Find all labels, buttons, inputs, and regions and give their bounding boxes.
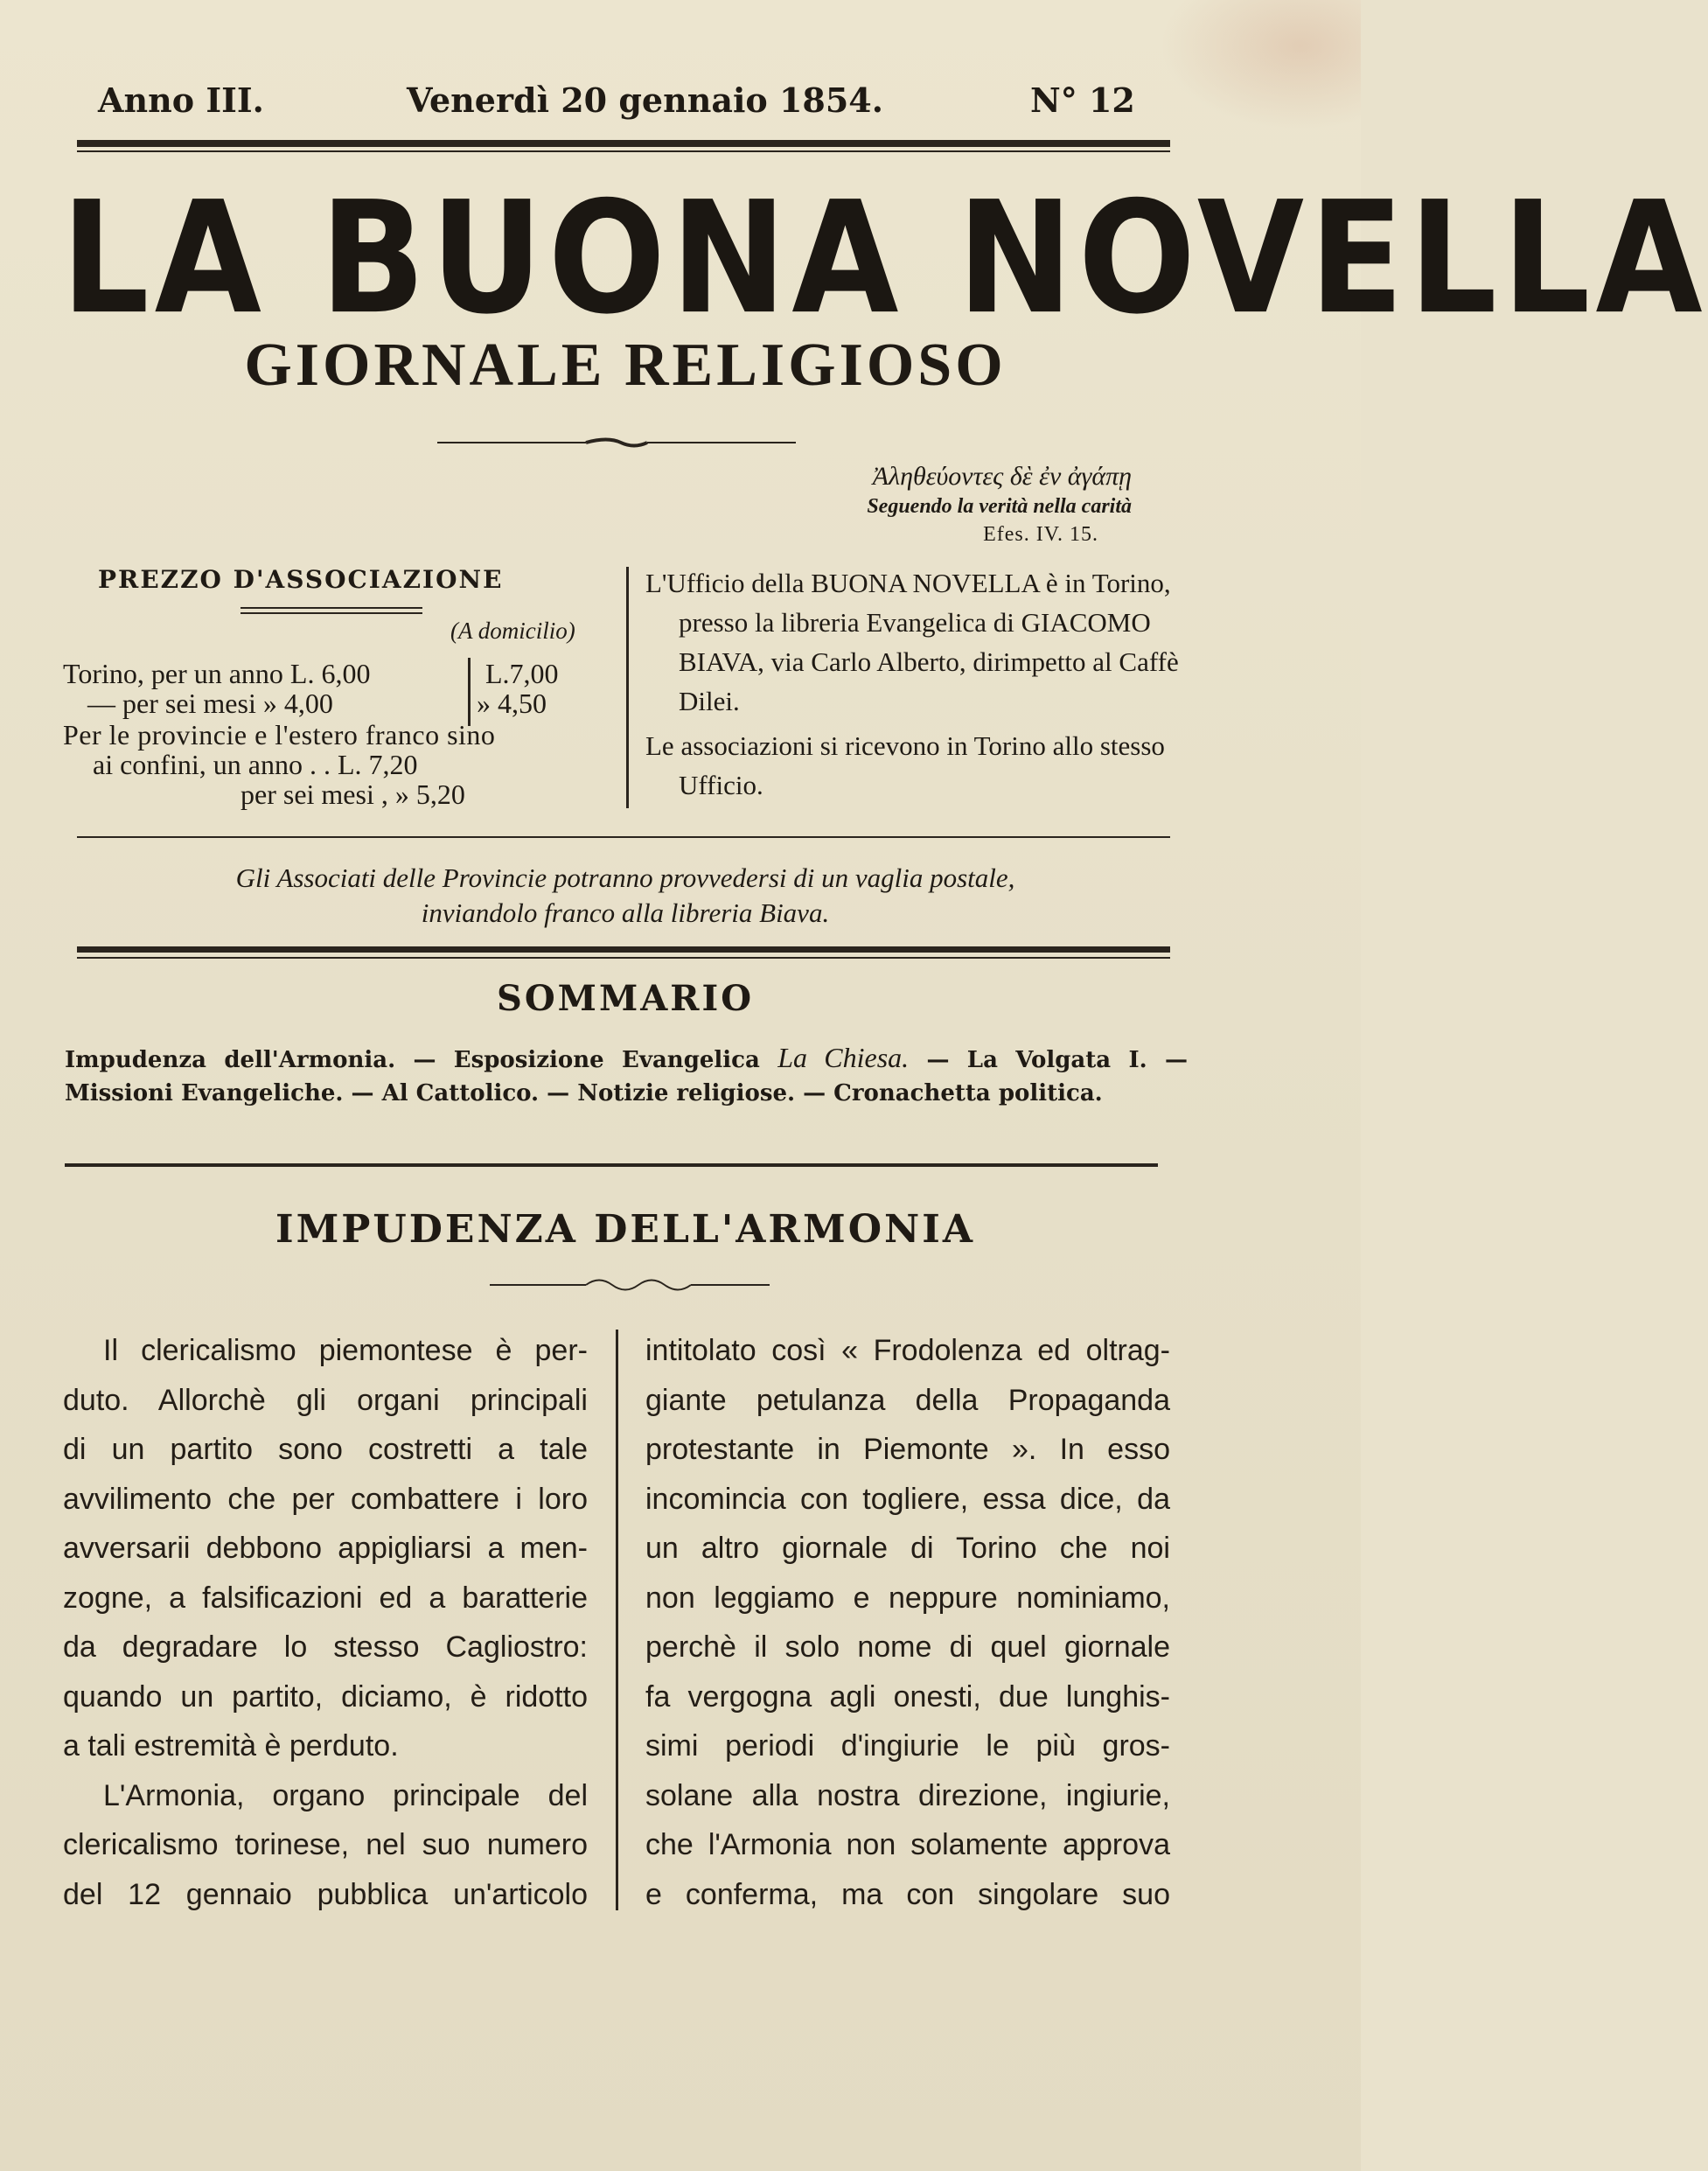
issue-number: N° 12 bbox=[1030, 80, 1135, 120]
office-subscriptions: Le associazioni si ricevono in Torino allo stesso Ufficio. bbox=[645, 730, 1165, 800]
article-line: avvilimento che per combattere i loro bbox=[63, 1482, 588, 1516]
summary-part2: — La Volgata I. — Missioni Evangeliche. — Al Cattolico. — Notizie religiose. — Cronachetta politica. bbox=[65, 1047, 1188, 1106]
price-provinces-year: ai confini, un anno . . L. 7,20 bbox=[93, 749, 418, 780]
article-title: IMPUDENZA DELL'ARMONIA bbox=[275, 1207, 975, 1252]
postal-notice-line1: Gli Associati delle Provincie potranno provvedersi di un vaglia postale, bbox=[235, 862, 1015, 893]
subscription-rule-2 bbox=[241, 612, 422, 614]
epigraph-citation: Efes. IV. 15. bbox=[983, 523, 1098, 546]
price-provinces: Per le provincie e l'estero franco sino bbox=[63, 719, 496, 750]
issue-date: Venerdì 20 gennaio 1854. bbox=[407, 80, 883, 120]
issue-year: Anno III. bbox=[98, 80, 264, 120]
subscription-home-delivery: (A domicilio) bbox=[450, 618, 575, 644]
price-halfyear-torino: — per sei mesi » 4,00 bbox=[87, 688, 333, 719]
header-rule-thin bbox=[77, 150, 1170, 152]
article-line: non leggiamo e neppure nominiamo, bbox=[645, 1581, 1170, 1615]
price-provinces-halfyear: per sei mesi , » 5,20 bbox=[241, 778, 465, 810]
office-info bbox=[645, 563, 1188, 810]
article-line: da degradare lo stesso Cagliostro: bbox=[63, 1630, 588, 1664]
office-address: L'Ufficio della BUONA NOVELLA è in Torino, presso la libreria Evangelica di GIACOMO BIAVA, via Carlo Alberto, dirimpetto al Caffè Dilei. bbox=[645, 568, 1179, 716]
subscription-heading: PREZZO D'ASSOCIAZIONE bbox=[98, 565, 504, 594]
article-line: di un partito sono costretti a tale bbox=[63, 1433, 588, 1466]
article-line: fa vergogna agli onesti, due lunghis- bbox=[645, 1679, 1170, 1714]
article-line: perchè il solo nome di quel giornale bbox=[645, 1630, 1170, 1664]
subscription-rule bbox=[241, 607, 422, 609]
summary-title: SOMMARIO bbox=[496, 978, 755, 1019]
article-column-left bbox=[63, 1326, 588, 1919]
notice-rule-bottom-thin bbox=[77, 957, 1170, 959]
article-line: quando un partito, diciamo, è ridotto bbox=[63, 1679, 588, 1714]
article-column-right bbox=[645, 1326, 1170, 1919]
postal-notice-line2: inviandolo franco alla libreria Biava. bbox=[421, 897, 830, 928]
epigraph-greek: Ἀληθεύοντες δὲ ἐν ἀγάπῃ bbox=[872, 462, 1132, 491]
summary-italic: La Chiesa. bbox=[777, 1042, 910, 1073]
column-divider-top bbox=[626, 567, 629, 808]
article-line: un altro giornale di Torino che noi bbox=[645, 1532, 1170, 1565]
article-line: che l'Armonia non solamente approva bbox=[645, 1828, 1170, 1861]
article-line: protestante in Piemonte ». In esso bbox=[645, 1433, 1170, 1466]
article-line: clericalismo torinese, nel suo numero bbox=[63, 1828, 588, 1861]
price-divider bbox=[468, 658, 471, 726]
library-stamp bbox=[1160, 0, 1361, 131]
article-line: avversarii debbono appigliarsi a men- bbox=[63, 1532, 588, 1565]
header-rule bbox=[77, 140, 1170, 147]
summary-text bbox=[65, 1041, 1188, 1110]
price-year-alt: L.7,00 bbox=[485, 658, 559, 689]
summary-rule bbox=[65, 1163, 1158, 1167]
masthead-title: LA BUONA NOVELLA bbox=[61, 168, 1708, 349]
article-line: zogne, a falsificazioni ed a baratterie bbox=[63, 1581, 588, 1615]
price-halfyear-alt: » 4,50 bbox=[477, 688, 547, 719]
article-line: simi periodi d'ingiurie le più gros- bbox=[645, 1729, 1170, 1763]
notice-rule-top bbox=[77, 836, 1170, 838]
article-line: giante petulanza della Propaganda bbox=[645, 1383, 1170, 1417]
article-line: intitolato così « Frodolenza ed oltrag- bbox=[645, 1334, 1170, 1367]
price-year-torino: Torino, per un anno L. 6,00 bbox=[63, 658, 371, 689]
ornament-divider bbox=[437, 436, 796, 450]
column-divider-article bbox=[616, 1330, 618, 1910]
article-line: L'Armonia, organo principale del bbox=[103, 1778, 588, 1812]
article-line: Il clericalismo piemontese è per- bbox=[103, 1334, 588, 1367]
masthead-subtitle: GIORNALE RELIGIOSO bbox=[244, 332, 1007, 399]
article-line: duto. Allorchè gli organi principali bbox=[63, 1383, 588, 1417]
summary-part1: Impudenza dell'Armonia. — Esposizione Evangelica bbox=[65, 1047, 778, 1073]
article-line: incomincia con togliere, essa dice, da bbox=[645, 1482, 1170, 1516]
article-line: del 12 gennaio pubblica un'articolo bbox=[63, 1877, 588, 1911]
epigraph-translation: Seguendo la verità nella carità bbox=[867, 495, 1132, 518]
article-line: solane alla nostra direzione, ingiurie, bbox=[645, 1778, 1170, 1812]
notice-rule-bottom bbox=[77, 946, 1170, 953]
article-line: a tali estremità è perduto. bbox=[63, 1729, 399, 1763]
postal-notice bbox=[79, 861, 1172, 931]
article-line: e conferma, ma con singolare suo bbox=[645, 1877, 1170, 1911]
article-ornament bbox=[490, 1274, 770, 1296]
